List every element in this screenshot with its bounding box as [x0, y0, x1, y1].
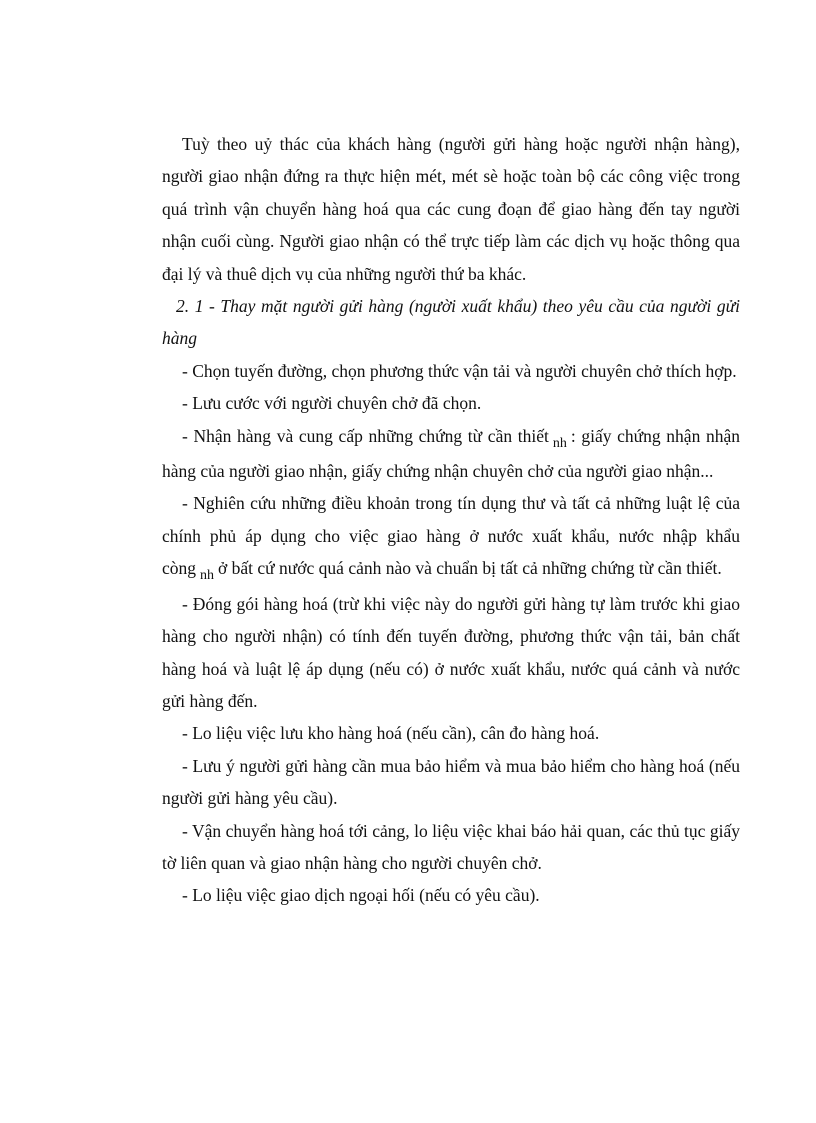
list-item: - Lo liệu việc giao dịch ngoại hối (nếu có yêu cầu).: [182, 885, 540, 906]
intro-paragraph: Tuỳ theo uỷ thác của khách hàng (người gửi hàng hoặc người nhận hàng), người giao nhận đứng ra thực hiện mét, mét sè hoặc toàn bộ các công việc trong quá trình vận chuyển hàng hoá qua các cung đoạn để giao hàng đến tay người nhận cuối cùng. Người giao nhận có thể trực tiếp làm các dịch vụ hoặc thông qua đại lý và thuê dịch vụ của những người thứ ba khác.: [162, 134, 740, 284]
list-item-text: - Nhận hàng và cung cấp những chứng từ cần thiết: [182, 425, 549, 446]
subscript-fragment: nh: [200, 568, 215, 584]
document-body: [162, 128, 740, 912]
list-item: - Chọn tuyến đường, chọn phương thức vận tải và người chuyên chở thích hợp.: [182, 360, 737, 381]
list-item-text: : giấy chứng nhận nhận hàng của người giao nhận, giấy chứng nhận chuyên chở của người giao nhận...: [162, 425, 740, 482]
list-item: - Lưu cước với người chuyên chở đã chọn.: [182, 393, 482, 414]
list-item: - Lưu ý người gửi hàng cần mua bảo hiểm và mua bảo hiểm cho hàng hoá (nếu người gửi hàng yêu cầu).: [162, 755, 740, 809]
section-heading: 2. 1 - Thay mặt người gửi hàng (người xuất khẩu) theo yêu cầu của người gửi hàng: [162, 296, 740, 349]
list-item-text: ở bất cứ nước quá cảnh nào và chuẩn bị tất cả những chứng từ cần thiết.: [218, 558, 722, 579]
list-item-text: - Nghiên cứu những điều khoản trong tín dụng thư và tất cả những luật lệ của chính phủ áp dụng cho việc giao hàng ở nước xuất khẩu, nước nhập khẩu còng: [162, 493, 740, 579]
list-item: - Vận chuyển hàng hoá tới cảng, lo liệu việc khai báo hải quan, các thủ tục giấy tờ liên quan và giao nhận hàng cho người chuyên chở.: [162, 820, 740, 873]
list-item: - Đóng gói hàng hoá (trừ khi việc này do người gửi hàng tự làm trước khi giao hàng cho người nhận) có tính đến tuyến đường, phương thức vận tải, bản chất hàng hoá và luật lệ áp dụng (nếu có) ở nước xuất khẩu, nước quá cảnh và nước gửi hàng đến.: [162, 593, 740, 711]
subscript-fragment: nh: [552, 435, 567, 451]
list-item: [162, 487, 740, 587]
list-item: [162, 420, 740, 488]
list-item: - Lo liệu việc lưu kho hàng hoá (nếu cần), cân đo hàng hoá.: [182, 723, 600, 744]
